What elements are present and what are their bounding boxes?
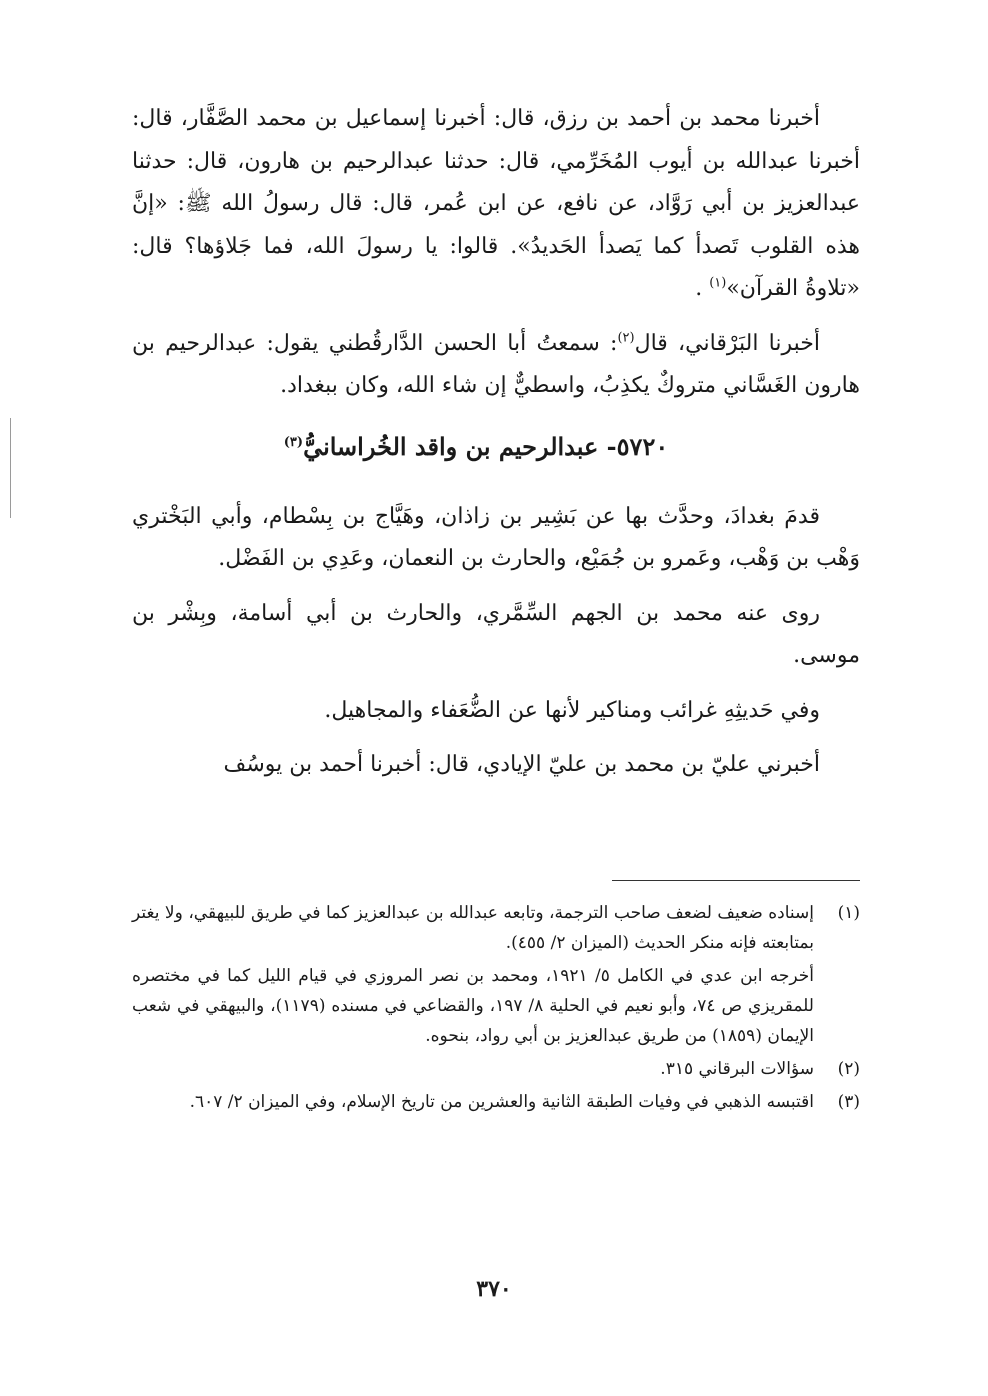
paragraph-hadith bbox=[132, 98, 860, 311]
footnote-ref-3[interactable]: (٣) bbox=[283, 434, 304, 450]
paragraph-narrators: روى عنه محمد بن الجهم السِّمَّري، والحارث بن أبي أسامة، وبِشْر بن موسى. bbox=[132, 600, 860, 668]
entry-heading bbox=[132, 426, 860, 468]
footnote-text: إسناده ضعيف لضعف صاحب الترجمة، وتابعه عبدالله بن عبدالعزيز كما في طريق للبيهقي، ولا يغتر بمتابعته فإنه منكر الحديث (الميزان ٢/ ٤٥٥). bbox=[132, 903, 814, 953]
footnote-3 bbox=[132, 1087, 860, 1117]
footnote-text: اقتبسه الذهبي في وفيات الطبقة الثانية والعشرين من تاريخ الإسلام، وفي الميزان ٢/ ٦٠٧. bbox=[189, 1092, 814, 1112]
paragraph-hadith-note: وفي حَديثِهِ غرائب ومناكير لأنها عن الضُّعَفاء والمجاهيل. bbox=[324, 697, 820, 723]
main-text bbox=[132, 98, 860, 799]
paragraph-text: أخبرنا محمد بن أحمد بن رزق، قال: أخبرنا إسماعيل بن محمد الصَّفَّار، قال: أخبرنا عبدالله بن أيوب المُخَرِّمي، قال: حدثنا عبدالرحيم بن هارون، قال: حدثنا عبدالعزيز بن أبي رَوَّاد، عن نافع، عن ابن عُمر، قال: قال رسولُ الله ﷺ: «إنَّ هذه القلوب تَصدأ كما يَصدأ الحَديدُ». قالوا: يا رسولَ الله، فما جَلاؤها؟ قال: «تلاوةُ القرآن» bbox=[132, 106, 860, 301]
footnote-text: سؤالات البرقاني ٣١٥. bbox=[660, 1059, 814, 1079]
entry-heading-text: ٥٧٢٠- عبدالرحيم بن واقد الخُراسانيُّ bbox=[303, 431, 669, 461]
paragraph-tail: . bbox=[695, 276, 710, 301]
paragraph-chain: أخبرني عليّ بن محمد بن عليّ الإيادي، قال: أخبرنا أحمد بن يوسُف bbox=[223, 752, 820, 777]
footnote-2 bbox=[132, 1054, 860, 1084]
footnote-ref-2[interactable]: (٢) bbox=[617, 330, 635, 346]
footnote-ref-1[interactable]: (١) bbox=[709, 275, 727, 291]
paragraph-barqani bbox=[132, 323, 860, 408]
footnotes bbox=[132, 898, 860, 1120]
footnote-1 bbox=[132, 898, 860, 958]
footnote-divider bbox=[612, 880, 860, 881]
page-number: ٣٧٠ bbox=[476, 1276, 512, 1302]
scan-artifact-line bbox=[10, 418, 11, 518]
footnote-number: (٢) bbox=[837, 1059, 860, 1079]
footnote-1-continuation: أخرجه ابن عدي في الكامل ٥/ ١٩٢١، ومحمد بن نصر المروزي في قيام الليل كما في مختصره للمقريزي ص ٧٤، وأبو نعيم في الحلية ٨/ ١٩٧، والقضاعي في مسنده (١١٧٩)، والبيهقي في شعب الإيمان (١٨٥٩) من طريق عبدالعزيز بن أبي رواد، بنحوه. bbox=[132, 966, 814, 1046]
paragraph-arrival: قدمَ بغدادَ، وحدَّث بها عن بَشِير بن زاذان، وهَيَّاج بن بِسْطام، وأبي البَخْتري وَهْب بن وَهْب، وعَمرو بن جُمَيْع، والحارث بن النعمان، وعَدِي بن الفَضْل. bbox=[132, 503, 860, 571]
paragraph-tail: : سمعتُ أبا الحسن الدَّارقُطني يقول: عبدالرحيم بن هارون الغَسَّاني متروكٌ يكذِبُ، واسطيٌّ إن شاء الله، وكان ببغداد. bbox=[132, 330, 860, 398]
footnote-number: (١) bbox=[837, 903, 860, 923]
paragraph-text: أخبرنا البَرْقاني، قال bbox=[634, 330, 820, 356]
footnote-number: (٣) bbox=[837, 1092, 860, 1112]
